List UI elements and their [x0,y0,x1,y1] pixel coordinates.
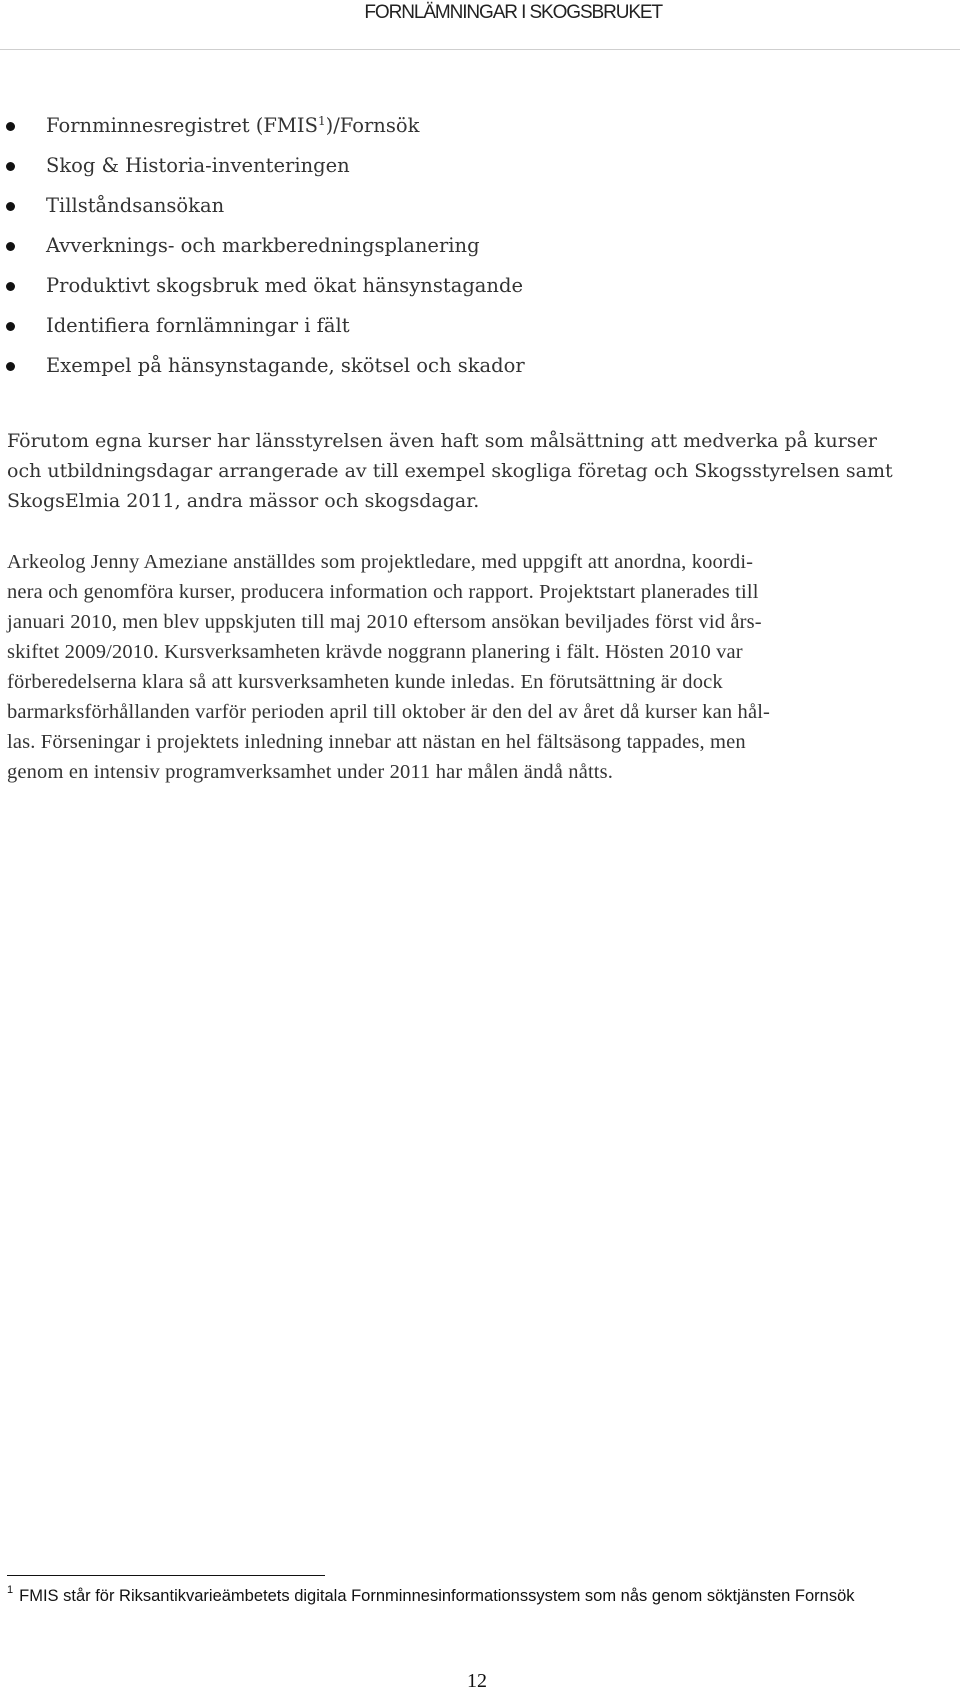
footnote-reference: 1 [317,114,326,128]
bullet-text: Skog & Historia-inventeringen [46,154,350,177]
paragraph-line: las. Förseningar i projektets inledning innebar att nästan en hel fältsäsong tappades, men [7,731,746,753]
paragraph-line: Förutom egna kurser har länsstyrelsen även haft som målsättning att medverka på kurser [7,430,877,452]
paragraph-line: barmarksförhållanden varför perioden april till oktober är den del av året då kurser kan hål- [7,701,771,723]
bullet-text: Produktivt skogsbruk med ökat hänsynstagande [46,274,524,297]
header-divider [0,49,960,50]
paragraph-line: och utbildningsdagar arrangerade av till exempel skogliga företag och Skogsstyrelsen samt [7,460,893,482]
footnote-separator [7,1575,325,1576]
paragraph-line: SkogsElmia 2011, andra mässor och skogsdagar. [7,490,480,512]
bullet-icon [6,322,15,331]
topic-bullet-list [6,106,525,386]
footnote-text: FMIS står för Riksantikvarieämbetets digitala Fornminnesinformationssystem som nås genom söktjänsten Fornsök [19,1587,855,1605]
paragraph-line: skiftet 2009/2010. Kursverksamheten krävde noggrann planering i fält. Hösten 2010 var [7,641,743,663]
paragraph-line: nera och genomföra kurser, producera information och rapport. Projektstart planerades till [7,581,759,603]
page-number: 12 [467,1670,487,1692]
bullet-icon [6,362,15,371]
paragraph-line: Arkeolog Jenny Ameziane anställdes som projektledare, med uppgift att anordna, koordi- [7,551,754,573]
bullet-icon [6,122,15,131]
bullet-icon [6,282,15,291]
paragraph-line: förberedelserna klara så att kursverksamheten kunde inledas. En förutsättning är dock [7,671,723,693]
paragraph-line: januari 2010, men blev uppskjuten till maj 2010 eftersom ansökan beviljades först vid års- [7,611,762,633]
bullet-item [6,266,525,306]
bullet-item [6,346,525,386]
footnote-marker: 1 [7,1584,14,1596]
bullet-icon [6,162,15,171]
paragraph-courses [7,426,893,516]
bullet-text: Identifiera fornlämningar i fält [46,314,350,337]
paragraph-line: genom en intensiv programverksamhet under 2011 har målen ändå nåtts. [7,761,614,783]
footnote [7,1584,855,1606]
bullet-icon [6,242,15,251]
bullet-item [6,226,525,266]
bullet-icon [6,202,15,211]
bullet-item [6,106,525,146]
bullet-text: Exempel på hänsynstagande, skötsel och skador [46,354,525,377]
bullet-text: Avverknings- och markberedningsplanering [46,234,480,257]
bullet-item [6,186,525,226]
bullet-text: Fornminnesregistret (FMIS [46,114,318,137]
bullet-text: Tillståndsansökan [46,194,225,217]
bullet-text-suffix: )/Fornsök [325,114,420,137]
running-header: FORNLÄMNINGAR I SKOGSBRUKET [364,2,662,23]
bullet-item [6,306,525,346]
paragraph-project [7,547,770,787]
bullet-item [6,146,525,186]
